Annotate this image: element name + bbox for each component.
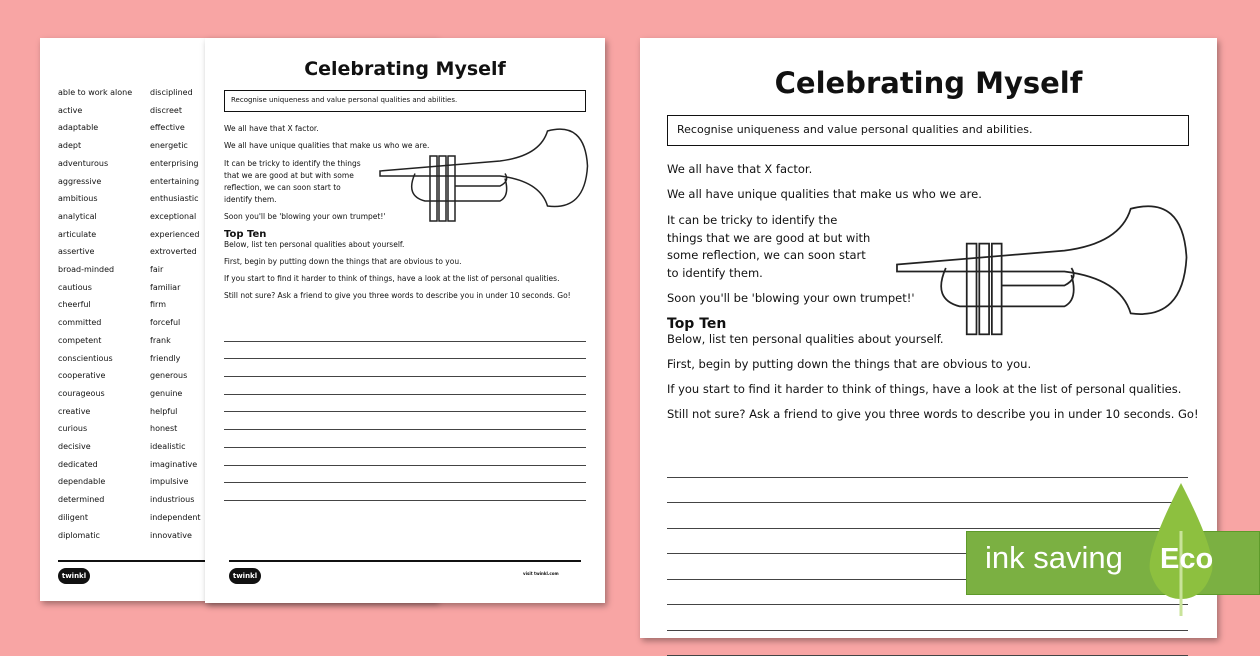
word-item: discreet	[150, 102, 201, 120]
word-item: genuine	[150, 385, 201, 403]
twinkl-logo: twinkl	[58, 568, 90, 584]
word-column-2	[150, 84, 201, 544]
word-item: effective	[150, 119, 201, 137]
answer-line[interactable]	[224, 342, 586, 360]
word-item: impulsive	[150, 473, 201, 491]
text-p4: Soon you'll be 'blowing your own trumpet!'	[224, 212, 589, 221]
text-p4: Soon you'll be 'blowing your own trumpet!'	[667, 291, 1207, 305]
word-item: able to work alone	[58, 84, 132, 102]
word-item: industrious	[150, 491, 201, 509]
word-item: conscientious	[58, 350, 132, 368]
word-item: experienced	[150, 226, 201, 244]
word-item: active	[58, 102, 132, 120]
worksheet-preview-page	[205, 38, 605, 603]
word-item: broad-minded	[58, 261, 132, 279]
top-ten-heading: Top Ten	[667, 316, 1207, 332]
word-item: fair	[150, 261, 201, 279]
word-item: extroverted	[150, 243, 201, 261]
answer-line[interactable]	[667, 605, 1188, 631]
word-item: innovative	[150, 527, 201, 545]
answer-line[interactable]	[224, 412, 586, 430]
top-ten-heading: Top Ten	[224, 229, 589, 240]
word-item: committed	[58, 314, 132, 332]
word-item: frank	[150, 332, 201, 350]
answer-line[interactable]	[224, 395, 586, 413]
word-item: dependable	[58, 473, 132, 491]
answer-line[interactable]	[224, 448, 586, 466]
ink-saving-label: ink saving	[985, 540, 1123, 576]
answer-line[interactable]	[224, 430, 586, 448]
text-p8: Still not sure? Ask a friend to give you three words to describe you in under 10 seconds. Go!	[224, 291, 589, 300]
word-item: familiar	[150, 279, 201, 297]
text-p6: First, begin by putting down the things that are obvious to you.	[667, 357, 1207, 371]
word-item: exceptional	[150, 208, 201, 226]
word-item: cautious	[58, 279, 132, 297]
footer-rule	[229, 560, 581, 562]
word-item: adventurous	[58, 155, 132, 173]
page-title: Celebrating Myself	[205, 58, 605, 80]
word-item: cooperative	[58, 367, 132, 385]
text-p7: If you start to find it harder to think of things, have a look at the list of personal qualities.	[667, 382, 1207, 396]
answer-lines	[224, 324, 586, 501]
answer-line[interactable]	[224, 483, 586, 501]
word-item: ambitious	[58, 190, 132, 208]
text-p6: First, begin by putting down the things that are obvious to you.	[224, 257, 589, 266]
word-item: independent	[150, 509, 201, 527]
answer-line[interactable]	[667, 452, 1188, 478]
word-item: curious	[58, 420, 132, 438]
word-item: courageous	[58, 385, 132, 403]
footer-url: visit twinkl.com	[523, 571, 559, 576]
word-item: analytical	[58, 208, 132, 226]
objective-box: Recognise uniqueness and value personal qualities and abilities.	[667, 115, 1189, 146]
twinkl-logo: twinkl	[229, 568, 261, 584]
word-item: cheerful	[58, 296, 132, 314]
word-item: creative	[58, 403, 132, 421]
word-item: diligent	[58, 509, 132, 527]
word-item: assertive	[58, 243, 132, 261]
word-item: enterprising	[150, 155, 201, 173]
text-p3: It can be tricky to identify the things that we are good at but with some reflection, we can soon start to identify them.	[667, 212, 875, 282]
word-item: friendly	[150, 350, 201, 368]
text-p5: Below, list ten personal qualities about yourself.	[667, 332, 1207, 346]
page-title: Celebrating Myself	[640, 66, 1217, 100]
word-item: energetic	[150, 137, 201, 155]
word-item: generous	[150, 367, 201, 385]
word-item: forceful	[150, 314, 201, 332]
answer-line[interactable]	[667, 503, 1188, 529]
eco-label: Eco	[1160, 543, 1213, 576]
answer-line[interactable]	[224, 466, 586, 484]
word-item: diplomatic	[58, 527, 132, 545]
word-item: articulate	[58, 226, 132, 244]
word-item: adept	[58, 137, 132, 155]
word-item: imaginative	[150, 456, 201, 474]
word-item: determined	[58, 491, 132, 509]
word-item: aggressive	[58, 173, 132, 191]
word-item: dedicated	[58, 456, 132, 474]
word-item: entertaining	[150, 173, 201, 191]
answer-line[interactable]	[224, 359, 586, 377]
text-p3: It can be tricky to identify the things that we are good at but with some reflection, we can soon start to identify them.	[224, 158, 369, 206]
answer-line[interactable]	[224, 324, 586, 342]
word-item: competent	[58, 332, 132, 350]
word-item: disciplined	[150, 84, 201, 102]
answer-line[interactable]	[667, 478, 1188, 504]
text-p1: We all have that X factor.	[667, 162, 1207, 176]
answer-line[interactable]	[667, 631, 1188, 656]
text-p7: If you start to find it harder to think of things, have a look at the list of personal qualities.	[224, 274, 589, 283]
answer-line[interactable]	[224, 377, 586, 395]
text-p1: We all have that X factor.	[224, 124, 589, 133]
text-p8: Still not sure? Ask a friend to give you three words to describe you in under 10 seconds. Go!	[667, 407, 1207, 421]
word-item: firm	[150, 296, 201, 314]
word-column-1	[58, 84, 132, 544]
objective-box: Recognise uniqueness and value personal qualities and abilities.	[224, 90, 586, 112]
text-p2: We all have unique qualities that make us who we are.	[667, 187, 1207, 201]
word-item: decisive	[58, 438, 132, 456]
word-item: adaptable	[58, 119, 132, 137]
word-item: honest	[150, 420, 201, 438]
word-item: helpful	[150, 403, 201, 421]
word-item: enthusiastic	[150, 190, 201, 208]
text-p5: Below, list ten personal qualities about yourself.	[224, 240, 589, 249]
trumpet-illustration	[890, 201, 1190, 356]
trumpet-illustration	[375, 126, 590, 236]
text-p2: We all have unique qualities that make us who we are.	[224, 141, 589, 150]
word-item: idealistic	[150, 438, 201, 456]
